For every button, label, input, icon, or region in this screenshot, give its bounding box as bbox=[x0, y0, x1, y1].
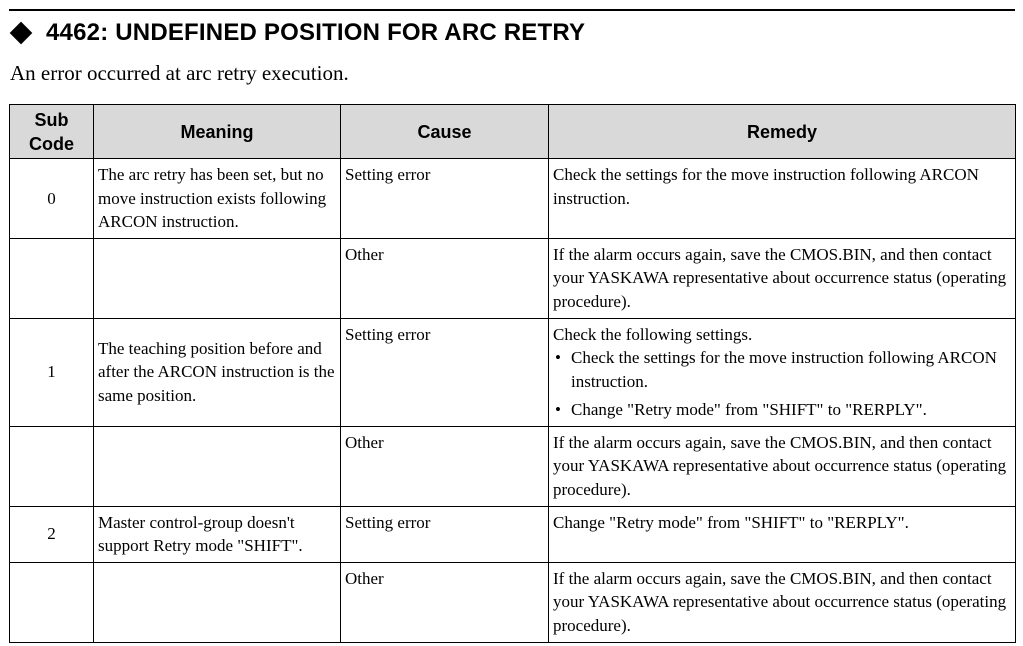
table-header-row bbox=[10, 105, 1016, 159]
cell-remedy: If the alarm occurs again, save the CMOS.BIN, and then contact your YASKAWA representative about occurrence status (operating procedure). bbox=[549, 238, 1016, 318]
table-row bbox=[10, 562, 1016, 642]
cell-meaning: Master control-group doesn't support Retry mode "SHIFT". bbox=[94, 506, 341, 562]
header-meaning: Meaning bbox=[94, 105, 341, 159]
header-sub-code-line2: Code bbox=[29, 133, 74, 154]
cell-meaning bbox=[94, 562, 341, 642]
intro-text: An error occurred at arc retry execution. bbox=[10, 61, 349, 85]
table-row bbox=[10, 318, 1016, 426]
bullet-dot-icon: • bbox=[555, 400, 561, 419]
cell-sub-code bbox=[10, 238, 94, 318]
table-row bbox=[10, 159, 1016, 239]
remedy-bullet-item bbox=[553, 398, 1011, 422]
cell-meaning: The teaching position before and after the ARCON instruction is the same position. bbox=[94, 318, 341, 426]
cell-cause: Setting error bbox=[341, 159, 549, 239]
error-table bbox=[9, 104, 1016, 643]
heading-title: 4462: UNDEFINED POSITION FOR ARC RETRY bbox=[46, 19, 586, 46]
table-row bbox=[10, 238, 1016, 318]
cell-cause: Other bbox=[341, 238, 549, 318]
cell-remedy: Check the settings for the move instruction following ARCON instruction. bbox=[549, 159, 1016, 239]
cell-sub-code: 2 bbox=[10, 506, 94, 562]
cell-cause: Setting error bbox=[341, 318, 549, 426]
section-heading bbox=[10, 14, 585, 52]
cell-sub-code: 0 bbox=[10, 159, 94, 239]
header-sub-code bbox=[10, 105, 94, 159]
table-row bbox=[10, 426, 1016, 506]
cell-sub-code bbox=[10, 562, 94, 642]
cell-meaning bbox=[94, 238, 341, 318]
cell-remedy bbox=[549, 318, 1016, 426]
header-remedy: Remedy bbox=[549, 105, 1016, 159]
remedy-bullet-item bbox=[553, 346, 1011, 393]
cell-cause: Setting error bbox=[341, 506, 549, 562]
cell-sub-code: 1 bbox=[10, 318, 94, 426]
cell-remedy: If the alarm occurs again, save the CMOS.BIN, and then contact your YASKAWA representative about occurrence status (operating procedure). bbox=[549, 562, 1016, 642]
cell-sub-code bbox=[10, 426, 94, 506]
cell-meaning bbox=[94, 426, 341, 506]
remedy-bullet-text: Check the settings for the move instruction following ARCON instruction. bbox=[571, 348, 997, 391]
cell-remedy: If the alarm occurs again, save the CMOS.BIN, and then contact your YASKAWA representative about occurrence status (operating procedure). bbox=[549, 426, 1016, 506]
remedy-bullet-list bbox=[553, 346, 1011, 422]
remedy-intro: Check the following settings. bbox=[553, 324, 753, 344]
bullet-dot-icon: • bbox=[555, 348, 561, 367]
cell-cause: Other bbox=[341, 426, 549, 506]
diamond-bullet-icon bbox=[10, 22, 33, 45]
cell-remedy: Change "Retry mode" from "SHIFT" to "RERPLY". bbox=[549, 506, 1016, 562]
header-sub-code-line1: Sub bbox=[34, 109, 69, 130]
header-cause: Cause bbox=[341, 105, 549, 159]
table-row bbox=[10, 506, 1016, 562]
remedy-bullet-text: Change "Retry mode" from "SHIFT" to "RERPLY". bbox=[571, 400, 927, 419]
cell-cause: Other bbox=[341, 562, 549, 642]
top-rule bbox=[9, 9, 1015, 11]
cell-meaning: The arc retry has been set, but no move instruction exists following ARCON instruction. bbox=[94, 159, 341, 239]
